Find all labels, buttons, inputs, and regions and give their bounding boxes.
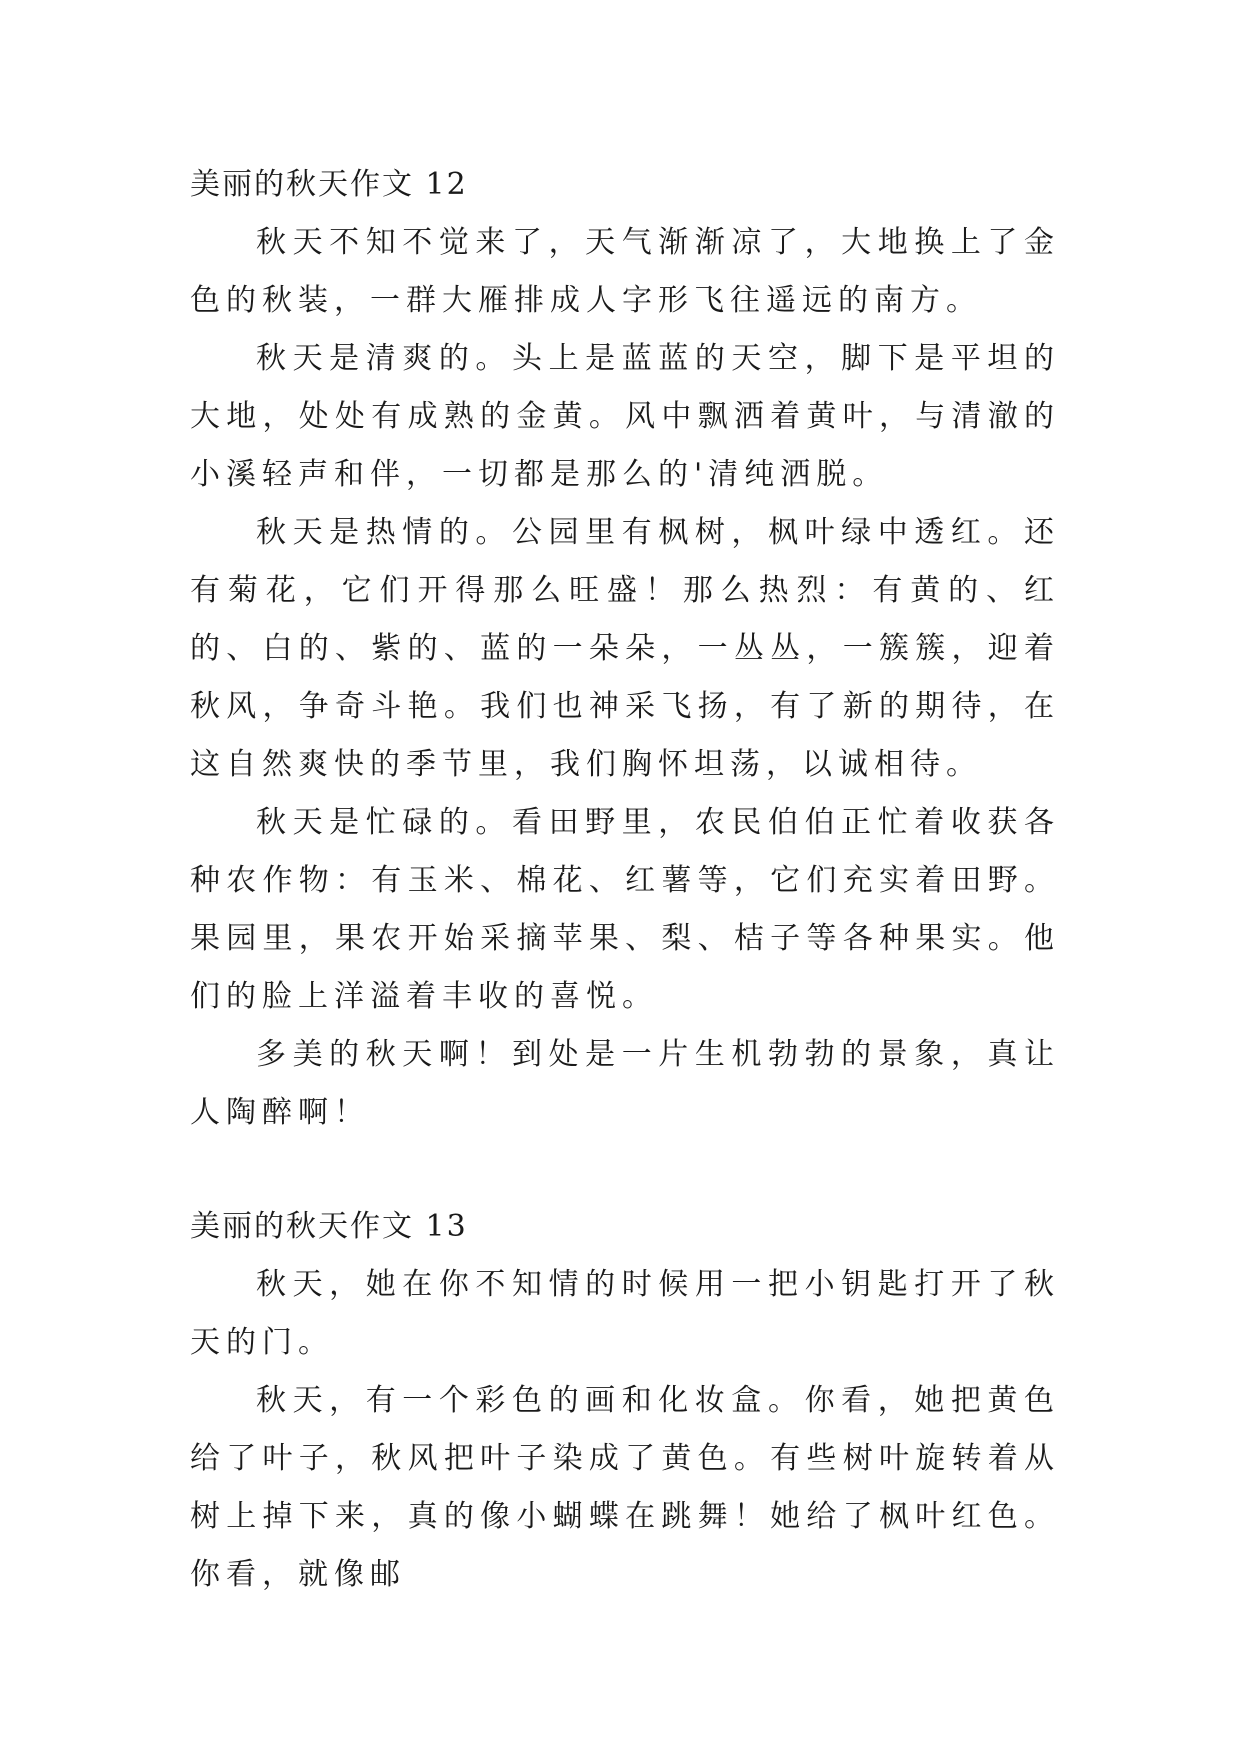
- essay-paragraph: 秋天是热情的。公园里有枫树，枫叶绿中透红。还有菊花，它们开得那么旺盛！那么热烈：有黄的、红的、白的、紫的、蓝的一朵朵，一丛丛，一簇簇，迎着秋风，争奇斗艳。我们也神采飞扬，有了新的期待，在这自然爽快的季节里，我们胸怀坦荡，以诚相待。: [190, 515, 1060, 782]
- essay-title: 美丽的秋天作文 13: [190, 1209, 468, 1244]
- document-content: [190, 156, 1060, 1604]
- essay-paragraph: 秋天是清爽的。头上是蓝蓝的天空，脚下是平坦的大地，处处有成熟的金黄。风中飘洒着黄叶，与清澈的小溪轻声和伴，一切都是那么的'清纯洒脱。: [190, 341, 1060, 492]
- essay-title: 美丽的秋天作文 12: [190, 167, 468, 202]
- essay-paragraph: 多美的秋天啊！到处是一片生机勃勃的景象，真让人陶醉啊！: [190, 1037, 1060, 1130]
- essay-paragraph: 秋天是忙碌的。看田野里，农民伯伯正忙着收获各种农作物：有玉米、棉花、红薯等，它们充实着田野。果园里，果农开始采摘苹果、梨、桔子等各种果实。他们的脸上洋溢着丰收的喜悦。: [190, 805, 1060, 1014]
- essay-13: [190, 1198, 1060, 1604]
- essay-paragraph: 秋天不知不觉来了，天气渐渐凉了，大地换上了金色的秋装，一群大雁排成人字形飞往遥远的南方。: [190, 225, 1060, 318]
- essay-12: [190, 156, 1060, 1142]
- essay-paragraph: 秋天，有一个彩色的画和化妆盒。你看，她把黄色给了叶子，秋风把叶子染成了黄色。有些树叶旋转着从树上掉下来，真的像小蝴蝶在跳舞！她给了枫叶红色。你看，就像邮: [190, 1383, 1060, 1592]
- essay-paragraph: 秋天，她在你不知情的时候用一把小钥匙打开了秋天的门。: [190, 1267, 1060, 1360]
